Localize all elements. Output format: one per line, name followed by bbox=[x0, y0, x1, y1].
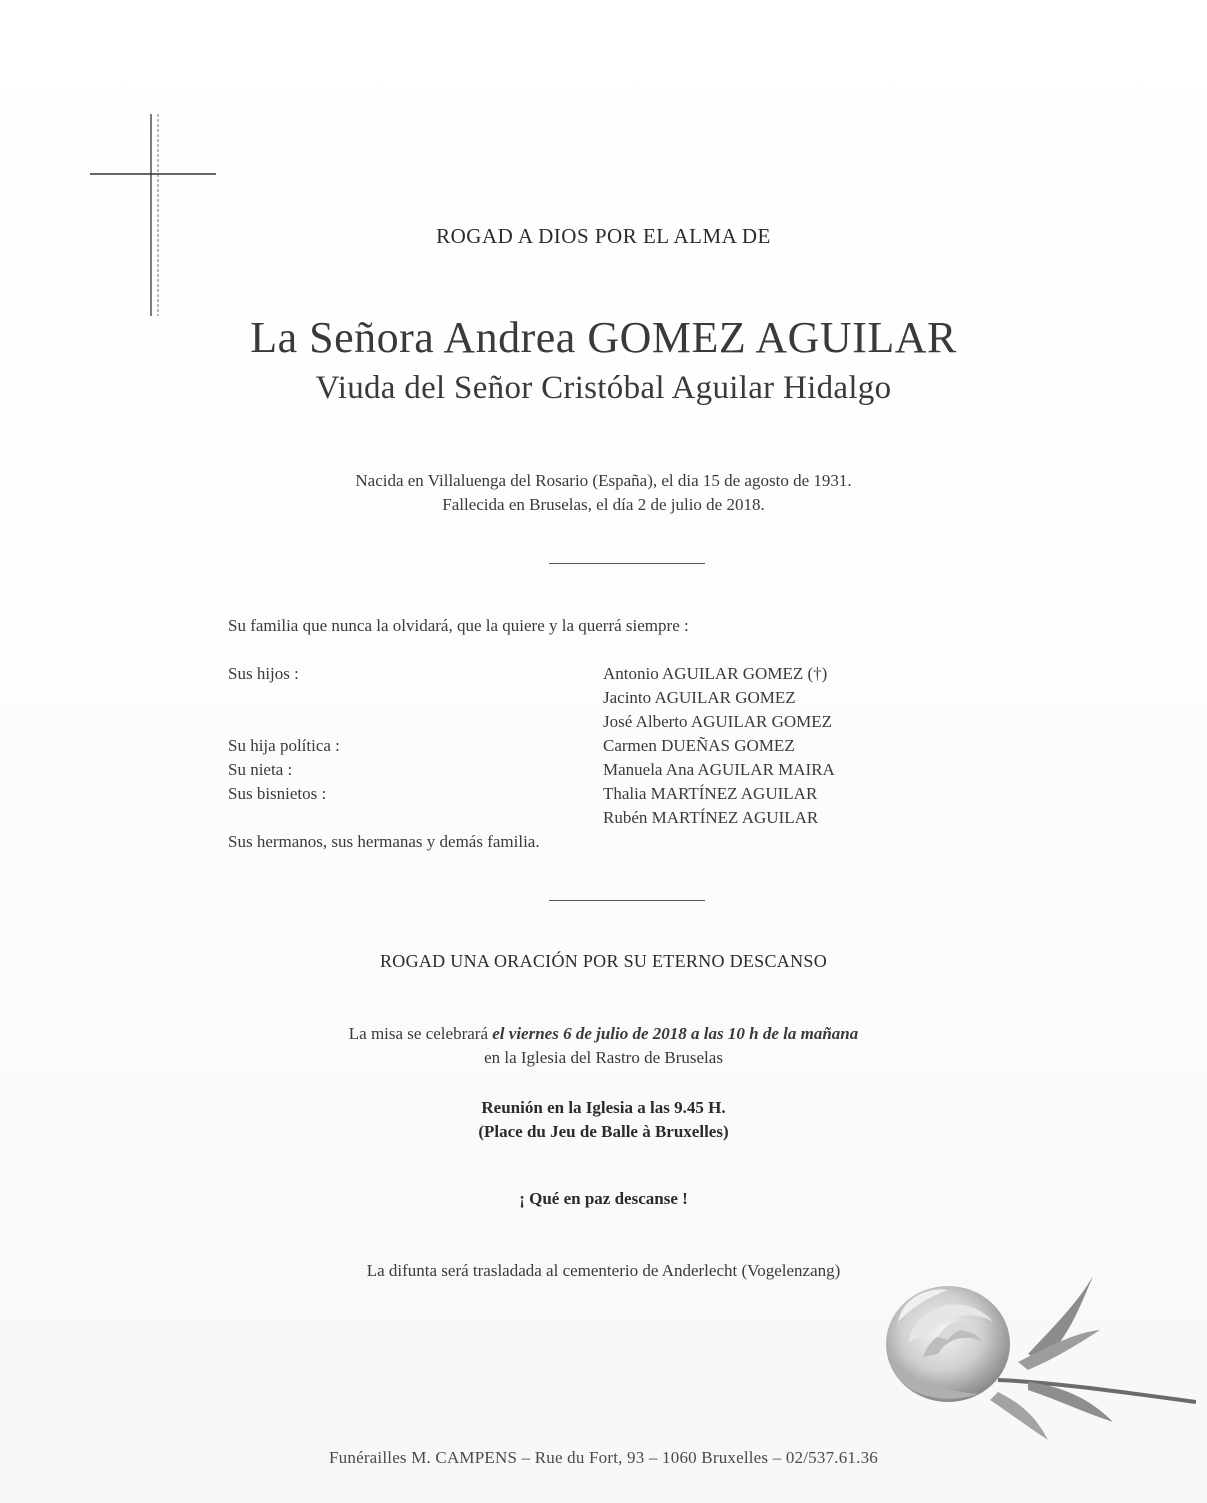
relative-name: Manuela Ana AGUILAR MAIRA bbox=[603, 760, 835, 779]
relative-name: Jacinto AGUILAR GOMEZ bbox=[603, 688, 796, 707]
family-closing: Sus hermanos, sus hermanas y demás familia. bbox=[228, 832, 540, 851]
dates-block bbox=[0, 469, 1207, 517]
mass-datetime: el viernes 6 de julio de 2018 a las 10 h de la mañana bbox=[492, 1024, 859, 1043]
cemetery-transfer: La difunta será trasladada al cementerio de Anderlecht (Vogelenzang) bbox=[366, 1261, 841, 1280]
relation-label: Sus bisnietos : bbox=[228, 784, 327, 803]
relation-label: Su nieta : bbox=[228, 760, 293, 779]
death-line: Fallecida en Bruselas, el día 2 de julio de 2018. bbox=[442, 495, 765, 514]
meeting-info bbox=[0, 1096, 1207, 1144]
cross-icon bbox=[88, 112, 218, 318]
divider bbox=[549, 900, 705, 901]
relative-name: Antonio AGUILAR GOMEZ (†) bbox=[603, 664, 828, 683]
meeting-time: Reunión en la Iglesia a las 9.45 H. bbox=[481, 1098, 726, 1117]
meeting-place: (Place du Jeu de Balle à Bruxelles) bbox=[478, 1122, 729, 1141]
mass-info bbox=[0, 1022, 1207, 1070]
mass-location: en la Iglesia del Rastro de Bruselas bbox=[484, 1048, 723, 1067]
divider bbox=[549, 563, 705, 564]
rest-in-peace: ¡ Qué en paz descanse ! bbox=[519, 1189, 688, 1208]
relative-name: Carmen DUEÑAS GOMEZ bbox=[603, 736, 795, 755]
family-intro: Su familia que nunca la olvidará, que la quiere y la querrá siempre : bbox=[228, 616, 689, 635]
relation-label: Su hija política : bbox=[228, 736, 340, 755]
relation-label: Sus hijos : bbox=[228, 664, 299, 683]
relative-name: Thalia MARTÍNEZ AGUILAR bbox=[603, 784, 818, 803]
mass-intro: La misa se celebrará bbox=[348, 1024, 488, 1043]
birth-line: Nacida en Villaluenga del Rosario (España), el dia 15 de agosto de 1931. bbox=[355, 471, 852, 490]
relative-name: José Alberto AGUILAR GOMEZ bbox=[603, 712, 833, 731]
prayer-request: ROGAD UNA ORACIÓN POR SU ETERNO DESCANSO bbox=[379, 951, 828, 971]
funeral-home-footer: Funérailles M. CAMPENS – Rue du Fort, 93 – 1060 Bruxelles – 02/537.61.36 bbox=[329, 1448, 878, 1467]
widow-of-line: Viuda del Señor Cristóbal Aguilar Hidalgo bbox=[315, 370, 892, 406]
prayer-header: ROGAD A DIOS POR EL ALMA DE bbox=[436, 224, 771, 248]
rose-icon bbox=[878, 1262, 1196, 1442]
relative-name: Rubén MARTÍNEZ AGUILAR bbox=[603, 808, 819, 827]
deceased-name: La Señora Andrea GOMEZ AGUILAR bbox=[250, 313, 957, 362]
mass-line bbox=[0, 1022, 1207, 1046]
